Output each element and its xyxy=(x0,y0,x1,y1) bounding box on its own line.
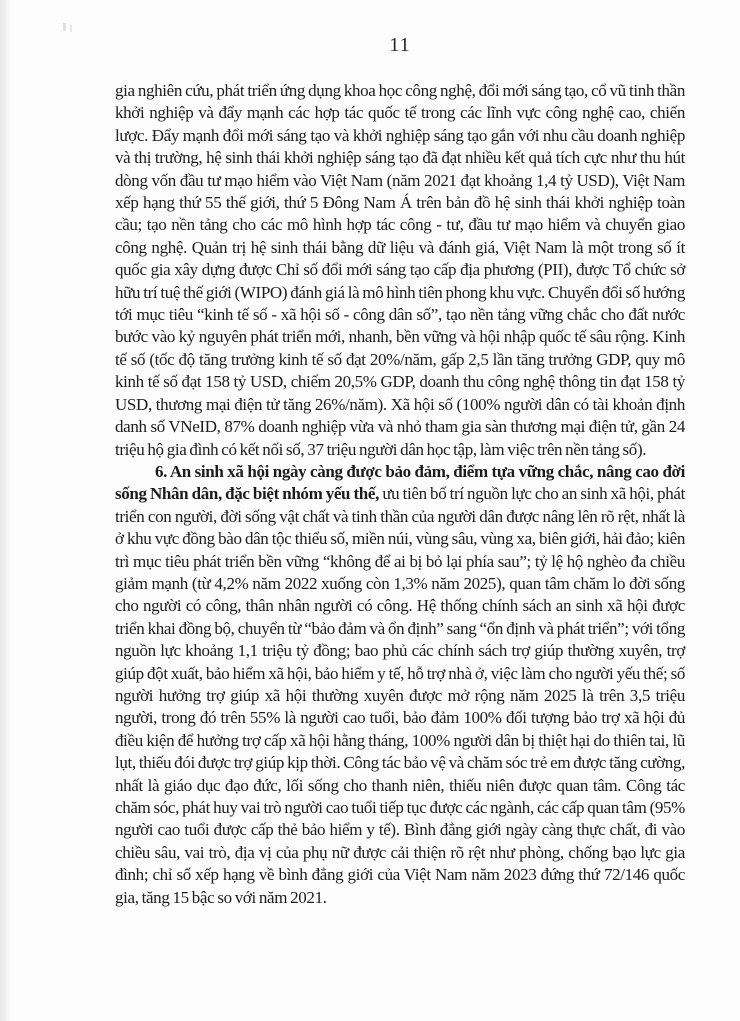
page-number: 11 xyxy=(389,34,411,56)
scan-edge-shadow xyxy=(0,0,11,1021)
scan-artifact xyxy=(63,23,66,31)
paragraph-continuation: gia nghiên cứu, phát triển ứng dụng khoa học công nghệ, đổi mới sáng tạo, cổ vũ tinh thần khởi nghiệp và đẩy mạnh các hợp tác quốc tế trong các lĩnh vực công nghệ cao, chiến lược. Đẩy mạnh đổi mới sáng tạo và khởi nghiệp sáng tạo gắn với nhu cầu doanh nghiệp và thị trường, hệ sinh thái khởi nghiệp sáng tạo đã đạt nhiều kết quả tích cực như thu hút dòng vốn đầu tư mạo hiểm vào Việt Nam (năm 2021 đạt khoảng 1,4 tỷ USD), Việt Nam xếp hạng thứ 55 thế giới, thứ 5 Đông Nam Á trên bản đồ hệ sinh thái khởi nghiệp toàn cầu; tạo nền tảng cho các mô hình hợp tác công - tư, đầu tư mạo hiểm và chuyển giao công nghệ. Quản trị hệ sinh thái bằng dữ liệu và đánh giá, Việt Nam là một trong số ít quốc gia xây dựng được Chỉ số đổi mới sáng tạo cấp địa phương (PII), được Tổ chức sở hữu trí tuệ thế giới (WIPO) đánh giá là mô hình tiên phong khu vực. Chuyển đổi số hướng tới mục tiêu “kinh tế số - xã hội số - công dân số”, tạo nền tảng vững chắc cho đất nước bước vào kỷ nguyên phát triển mới, nhanh, bền vững và hội nhập quốc tế sâu rộng. Kinh tế số (tốc độ tăng trưởng kinh tế số đạt 20%/năm, gấp 2,5 lần tăng trưởng GDP, quy mô kinh tế số đạt 158 tỷ USD, chiếm 20,5% GDP, doanh thu công nghệ thông tin đạt 158 tỷ USD, thương mại điện tử tăng 26%/năm). Xã hội số (100% người dân có tài khoản định danh số VNeID, 87% doanh nghiệp vừa và nhỏ tham gia sàn thương mại điện tử, gần 24 triệu hộ gia đình có kết nối số, 37 triệu người dân học tập, làm việc trên nền tảng số). xyxy=(115,81,685,459)
paragraph-section-6 xyxy=(115,461,685,909)
section-6-heading: 6. An sinh xã hội ngày càng được bảo đảm, điểm tựa vững chắc, nâng cao đời sống Nhân dân, đặc biệt nhóm yếu thế, xyxy=(115,461,685,504)
document-body xyxy=(115,80,685,909)
section-6-body-text: ưu tiên bố trí nguồn lực cho an sinh xã hội, phát triển con người, đời sống vật chất và tinh thần của người dân được nâng lên rõ rệt, nhất là ở khu vực đồng bào dân tộc thiểu số, miền núi, vùng sâu, vùng xa, biên giới, hải đảo; kiên trì mục tiêu phát triển bền vững “không để ai bị bỏ lại phía sau”; tỷ lệ hộ nghèo đa chiều giảm mạnh (từ 4,2% năm 2022 xuống còn 1,3% năm 2025), quan tâm chăm lo đời sống cho người có công, thân nhân người có công. Hệ thống chính sách an sinh xã hội được triển khai đồng bộ, chuyển từ “bảo đảm và ổn định” sang “ổn định và phát triển”; với tổng nguồn lực khoảng 1,1 triệu tỷ đồng; bao phủ các chính sách trợ giúp thường xuyên, trợ giúp đột xuất, bảo hiểm xã hội, bảo hiểm y tế, hỗ trợ nhà ở, việc làm cho người yếu thế; số người hưởng trợ giúp xã hội thường xuyên được mở rộng năm 2025 là trên 3,5 triệu người, trong đó trên 55% là người cao tuổi, bảo đảm 100% đối tượng bảo trợ xã hội đủ điều kiện để hưởng trợ cấp xã hội hằng tháng, 100% người dân bị thiệt hại do thiên tai, lũ lụt, thiếu đói được trợ giúp kịp thời. Công tác bảo vệ và chăm sóc trẻ em được tăng cường, nhất là giáo dục đạo đức, lối sống cho thanh niên, thiếu niên được quan tâm. Công tác chăm sóc, phát huy vai trò người cao tuổi tiếp tục được các ngành, các cấp quan tâm (95% người cao tuổi được cấp thẻ bảo hiểm y tế). Bình đẳng giới ngày càng thực chất, đi vào chiều sâu, vai trò, địa vị của phụ nữ được cải thiện rõ rệt như phòng, chống bạo lực gia đình; chỉ số xếp hạng về bình đẳng giới của Việt Nam năm 2023 đứng thứ 72/146 quốc gia, tăng 15 bậc so với năm 2021. xyxy=(115,484,685,907)
scan-artifact xyxy=(70,25,72,32)
